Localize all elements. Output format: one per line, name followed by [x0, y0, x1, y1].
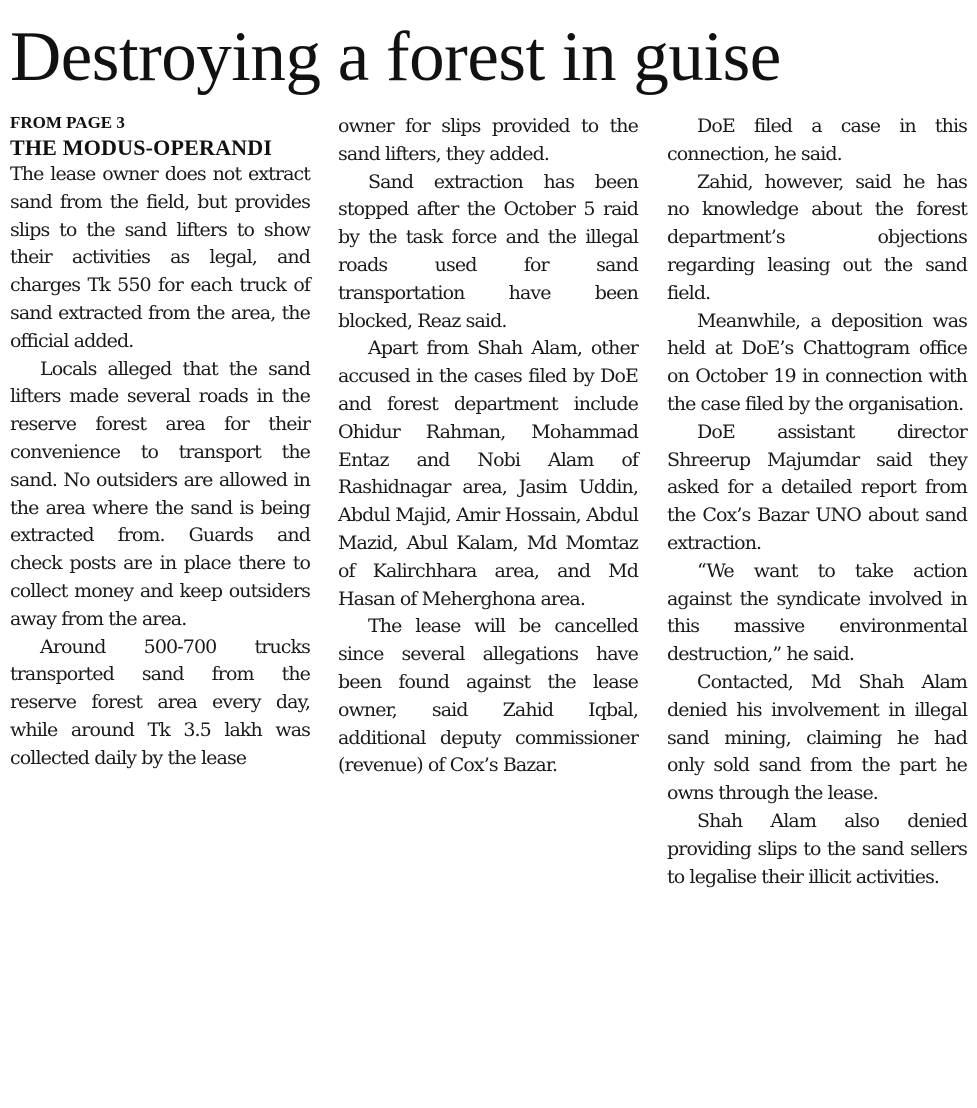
headline: Destroying a forest in guise: [10, 18, 781, 96]
paragraph: Locals alleged that the sand lifters made several roads in the reserve forest area for their convenience to transport the sand. No outsiders are allowed in the area where the sand is being extracted from. Guards and check posts are in place there to collect money and keep outsiders away from the area.: [10, 357, 310, 630]
paragraph: The lease will be cancelled since several allegations have been found against the lease owner, said Zahid Iqbal, additional deputy commissioner (revenue) of Cox’s Bazar.: [338, 615, 638, 777]
paragraph: Apart from Shah Alam, other accused in the cases filed by DoE and forest department include Ohidur Rahman, Mohammad Entaz and Nobi Alam of Rashidnagar area, Jasim Uddin, Abdul Majid, Amir Hossain, Abdul Mazid, Abul Kalam, Md Momtaz of Kalirchhara area, and Md Hasan of Meherghona area.: [338, 337, 638, 610]
paragraph: Around 500-700 trucks transported sand from the reserve forest area every day, while around Tk 3.5 lakh was collected daily by the lease: [10, 635, 310, 769]
paragraph: DoE filed a case in this connection, he said.: [667, 115, 967, 165]
paragraph: DoE assistant director Shreerup Majumdar said they asked for a detailed report from the Cox’s Bazar UNO about sand extraction.: [667, 420, 967, 554]
paragraph: Meanwhile, a deposition was held at DoE’s Chattogram office on October 19 in connection with the case filed by the organisation.: [667, 309, 967, 415]
continued-from-label: FROM PAGE 3: [10, 113, 125, 132]
paragraph: owner for slips provided to the sand lifters, they added.: [338, 115, 638, 165]
article-column-1: [10, 112, 310, 773]
article-column-3: [667, 113, 967, 891]
paragraph: The lease owner does not extract sand from the field, but provides slips to the sand lifters to show their activities as legal, and charges Tk 550 for each truck of sand extracted from the area, the official added.: [10, 163, 310, 352]
paragraph: Zahid, however, said he has no knowledge about the forest department’s objections regarding leasing out the sand field.: [667, 170, 967, 304]
paragraph: Shah Alam also denied providing slips to the sand sellers to legalise their illicit activities.: [667, 809, 967, 888]
article-column-2: [338, 113, 638, 780]
paragraph: “We want to take action against the syndicate involved in this massive environmental destruction,” he said.: [667, 559, 967, 666]
paragraph: Contacted, Md Shah Alam denied his involvement in illegal sand mining, claiming he had only sold sand from the part he owns through the lease.: [667, 670, 967, 805]
section-subhead: THE MODUS-OPERANDI: [10, 135, 273, 160]
paragraph: Sand extraction has been stopped after the October 5 raid by the task force and the illegal roads used for sand transportation have been blocked, Reaz said.: [338, 170, 638, 332]
